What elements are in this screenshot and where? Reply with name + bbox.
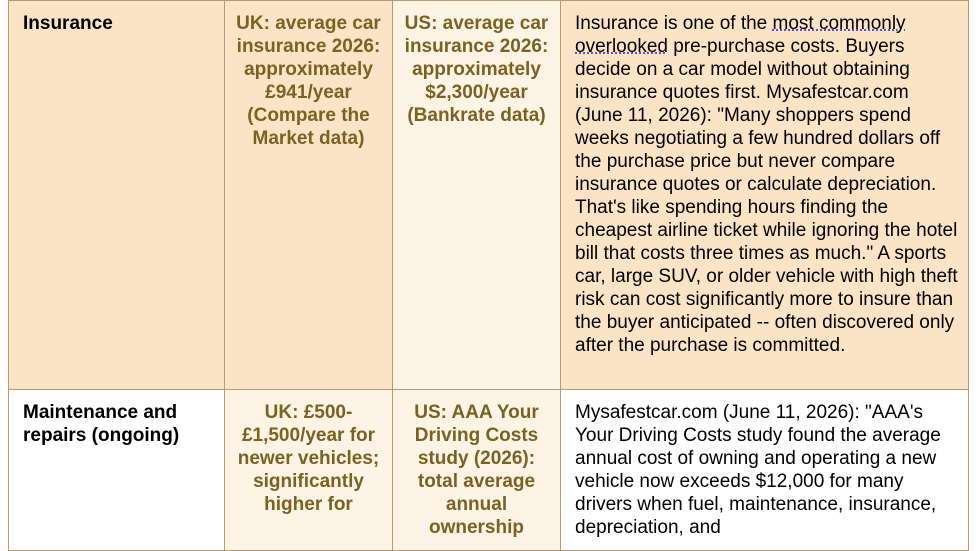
us-value-cell bbox=[393, 1, 561, 390]
table-row bbox=[9, 1, 969, 390]
description-part: Insurance is one of the bbox=[575, 13, 773, 34]
uk-value: UK: average car insurance 2026: approximately £941/year (Compare the Market data) bbox=[236, 13, 381, 149]
spellcheck-flagged-text[interactable]: most commonly overlooked bbox=[575, 13, 906, 57]
category-cell bbox=[9, 1, 225, 390]
us-value-cell bbox=[393, 390, 561, 551]
description-part: pre-purchase costs. Buyers decide on a car model without obtaining insurance quotes first. Mysafestcar.com (June 11, 2026): "Many shoppers spend weeks negotiating a few hundred dollars off the purchase price but never compare insurance quotes or calculate depreciation. That's like spending hours finding the cheapest airline ticket while ignoring the hotel bill that costs three times as much." A sports car, large SUV, or older vehicle with high theft risk can cost significantly more to insure than the buyer anticipated -- often discovered only after the purchase is committed. bbox=[575, 36, 958, 356]
us-value: US: AAA Your Driving Costs study (2026): total average annual ownership bbox=[414, 402, 539, 538]
uk-value-cell bbox=[225, 390, 393, 551]
category-label: Maintenance and repairs (ongoing) bbox=[23, 402, 180, 446]
description-cell bbox=[561, 1, 969, 390]
us-value: US: average car insurance 2026: approximately $2,300/year (Bankrate data) bbox=[404, 13, 549, 126]
table-row bbox=[9, 390, 969, 551]
cost-table bbox=[8, 0, 969, 551]
description-text: Mysafestcar.com (June 11, 2026): "AAA's Your Driving Costs study found the average annual cost of owning and operating a new vehicle now exceeds $12,000 for many drivers when fuel, maintenance, insurance, depreciation, and bbox=[575, 402, 941, 538]
description-cell bbox=[561, 390, 969, 551]
uk-value: UK: £500- £1,500/year for newer vehicles; significantly higher for bbox=[237, 402, 380, 515]
category-cell bbox=[9, 390, 225, 551]
category-label: Insurance bbox=[23, 13, 113, 34]
description-text bbox=[561, 1, 968, 357]
uk-value-cell bbox=[225, 1, 393, 390]
